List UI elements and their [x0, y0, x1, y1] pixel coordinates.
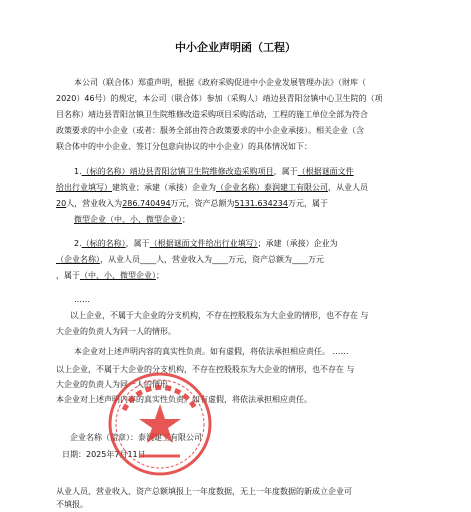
item2-text: 人，营业收入为 [156, 255, 212, 264]
item1-revenue: 286.740494 [122, 199, 171, 208]
paragraph-line-5: 联合体中的中小企业、签订分包意向协议的中小企业）的具体情况如下： [56, 142, 312, 151]
item2-blank: ____ [292, 255, 308, 264]
paragraph-line-2: 2020）46号）的规定，本公司（联合体）参加（采购人）靖边县青阳岔镇中心卫生院的（项 [56, 94, 383, 103]
item1-text: ，属于 [273, 167, 298, 176]
item1-subject-name: （标的名称）靖边县青阳岔镇卫生院维修改造采购项目 [81, 167, 274, 176]
date-line: 日期：2025年7月11日 [62, 450, 146, 459]
page-title: 中小企业声明函（工程） [175, 41, 296, 54]
item1-number: 1. [74, 167, 82, 176]
footnote-line-1: 从业人员、营业收入、资产总额填报上一年度数据，无上一年度数据的新成立企业可 [56, 487, 352, 496]
item2-text: ；承建（承接）企业为 [257, 239, 338, 248]
item2-blank: ____ [212, 255, 228, 264]
declaration-c-line-3: 本企业对上述声明内容的真实性负责。如有虚假，将依法承担相应责任。 [56, 395, 312, 404]
item2-company: （企业名称） [56, 255, 100, 264]
item2-enterprise-type: （中、小、微型企业） [80, 271, 156, 280]
item1-assets: 5131.634234 [234, 199, 288, 208]
item1-industry-cont: 给出行业填写） [56, 183, 112, 192]
declaration-a-line-2: 大企业的负责人为同一人的情形。 [56, 327, 176, 336]
item2-text: ，从业人员 [100, 255, 140, 264]
item2-text: ，属于 [56, 271, 80, 280]
item2-text: ； [156, 271, 164, 280]
item1-industry: （根据谜面文件 [297, 167, 354, 176]
item2-subject-name: （标的名称） [81, 239, 126, 248]
item1-text: ； [182, 215, 190, 224]
item1-line-2 [56, 180, 368, 195]
item1-company: （企业名称）泰润建工有限公司 [216, 183, 328, 192]
ellipsis: …… [74, 295, 90, 304]
paragraph-line-3: 目名称）靖边县青阳岔镇卫生院维修改造采购项目采购活动，工程的施工单位全部为符合 [56, 110, 368, 119]
item1-text: 人，营业收入为 [66, 199, 123, 208]
paragraph-line-1: 本公司（联合体）郑重声明，根据《政府采购促进中小企业发展管理办法》（财库（ [74, 78, 366, 87]
item1-line-1 [74, 164, 354, 179]
item2-line-3 [56, 268, 164, 283]
item2-text: 万元 [308, 255, 324, 264]
item2-industry: （根据谜面文件给出行业填写） [149, 239, 258, 248]
item2-blank: ____ [140, 255, 156, 264]
footnote-line-2: 不填报。 [56, 500, 88, 509]
item2-line-2 [56, 252, 324, 267]
item1-text: 万元，资产总额为 [170, 199, 235, 208]
declaration-c-line-2: 大企业的负责人为同一人的情形。 [56, 380, 176, 389]
item1-text: 万元，属于 [288, 199, 328, 208]
declaration-c-line-1: 以上企业，不属于大企业的分支机构，不存在控股股东为大企业的情形，也不存在 与 [56, 365, 355, 374]
seal-star-icon [139, 404, 181, 443]
item1-enterprise-type: 微型企业（中、小、微型企业） [74, 215, 182, 224]
item1-text: ，从业人员 [328, 183, 368, 192]
item2-line-1 [74, 236, 338, 251]
declaration-b: 本企业对上述声明内容的真实性负责。如有虚假，将依法承担相应责任。 …… [74, 347, 349, 356]
item2-text: 万元，资产总额为 [228, 255, 292, 264]
declaration-a-line-1: 以上企业，不属于大企业的分支机构，不存在控股股东为大企业的情形，也不存在 与 [70, 311, 369, 320]
item1-line-4 [74, 212, 190, 227]
company-seal-stamp [106, 370, 214, 478]
item1-staff: 20 [56, 199, 67, 208]
item1-line-3 [56, 196, 328, 211]
paragraph-line-4: 政策要求的中小企业（或者：服务全部由符合政策要求的中小企业承接）。相关企业（含 [56, 126, 364, 135]
item1-text: 建筑业；承建（承接）企业为 [112, 183, 216, 192]
item2-text: ，属于 [125, 239, 150, 248]
item2-number: 2. [74, 239, 82, 248]
company-signature-line: 企业名称（盖章）：泰润建工有限公司 [70, 433, 202, 442]
